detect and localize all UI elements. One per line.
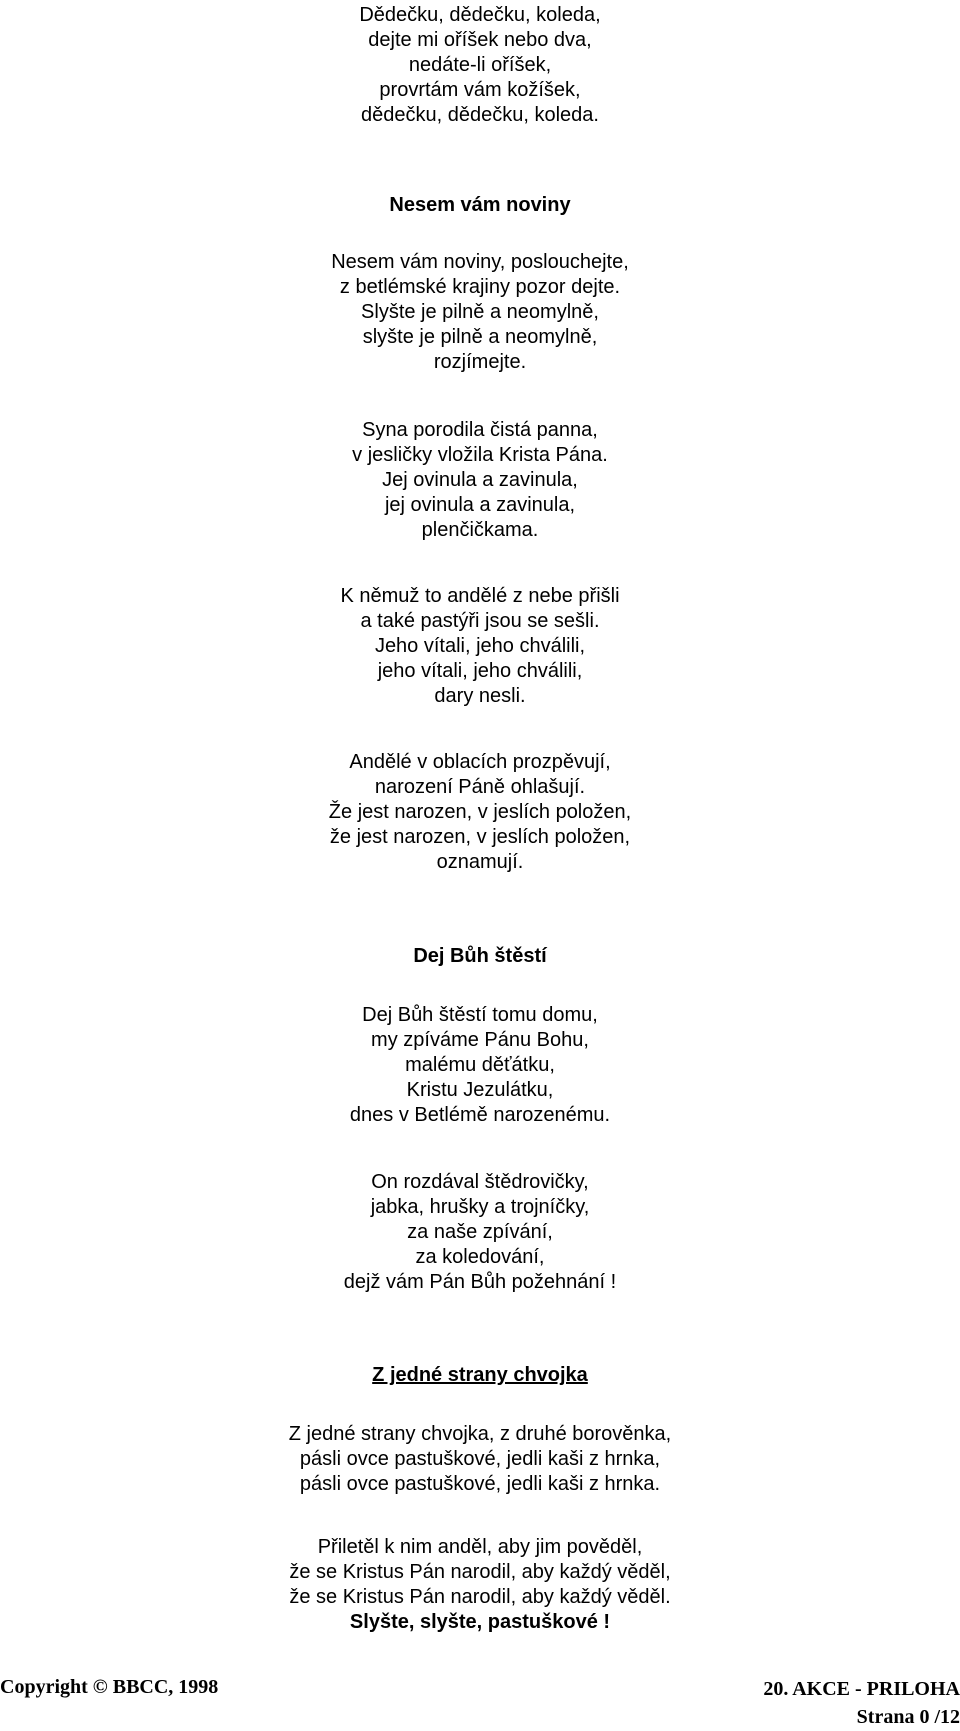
song-2-stanza-2 xyxy=(180,418,780,543)
lyric-line: dary nesli. xyxy=(434,685,526,707)
lyric-line: v jesličky vložila Krista Pána. xyxy=(352,444,608,466)
lyric-line: a také pastýři jsou se sešli. xyxy=(360,610,600,632)
closing-line: Slyšte, slyšte, pastuškové ! xyxy=(349,1611,611,1633)
song-3-stanza-1 xyxy=(180,1003,780,1128)
song-4-stanza-2 xyxy=(180,1535,780,1635)
song-1-stanza-1 xyxy=(180,3,780,128)
lyric-line: rozjímejte. xyxy=(433,351,527,373)
lyric-line: dědečku, dědečku, koleda. xyxy=(361,104,599,126)
lyric-line: narození Páně ohlašují. xyxy=(374,776,586,798)
lyric-line: Přiletěl k nim anděl, aby jim pověděl, xyxy=(317,1536,643,1558)
lyric-line: nedáte-li oříšek, xyxy=(408,54,552,76)
lyric-line: provrtám vám kožíšek, xyxy=(379,79,581,101)
lyric-line: malému děťátku, xyxy=(405,1054,555,1076)
lyric-line: dejte mi oříšek nebo dva, xyxy=(368,29,592,51)
song-title-dej-buh-stesti: Dej Bůh štěstí xyxy=(413,945,547,967)
song-3-stanza-2 xyxy=(180,1170,780,1295)
lyric-line: z betlémské krajiny pozor dejte. xyxy=(339,276,621,298)
lyric-line: jeho vítali, jeho chválili, xyxy=(377,660,583,682)
song-2-stanza-1 xyxy=(180,250,780,375)
song-4-stanza-1 xyxy=(180,1422,780,1497)
lyric-line: dnes v Betlémě narozenému. xyxy=(349,1104,611,1126)
lyric-line: my zpíváme Pánu Bohu, xyxy=(371,1029,589,1051)
lyric-line: Nesem vám noviny, poslouchejte, xyxy=(331,251,629,273)
lyric-line: On rozdával štědrovičky, xyxy=(371,1171,589,1193)
lyric-line: Syna porodila čistá panna, xyxy=(362,419,598,441)
lyric-line: pásli ovce pastuškové, jedli kaši z hrnka. xyxy=(299,1473,661,1495)
lyric-line: za koledování, xyxy=(415,1246,545,1268)
lyric-line: jabka, hrušky a trojníčky, xyxy=(370,1196,590,1218)
lyric-line: za naše zpívání, xyxy=(407,1221,553,1243)
lyric-line: Slyšte je pilně a neomylně, xyxy=(361,301,599,323)
lyric-line: Jej ovinula a zavinula, xyxy=(382,469,578,491)
lyric-line: že se Kristus Pán narodil, aby každý věděl, xyxy=(289,1561,671,1583)
footer-page-number: Strana 0 /12 xyxy=(856,1706,960,1728)
lyric-line: plenčičkama. xyxy=(421,519,539,541)
lyric-line: jej ovinula a zavinula, xyxy=(384,494,576,516)
lyric-line: pásli ovce pastuškové, jedli kaši z hrnka, xyxy=(299,1448,661,1470)
song-title-z-jedne-strany-chvojka: Z jedné strany chvojka xyxy=(372,1364,588,1386)
lyric-line: Kristu Jezulátku, xyxy=(406,1079,554,1101)
lyric-line: že jest narozen, v jeslích položen, xyxy=(329,826,631,848)
footer-right-block xyxy=(660,1675,960,1731)
lyric-line: oznamují. xyxy=(436,851,524,873)
song-title-nesem-vam-noviny: Nesem vám noviny xyxy=(389,194,571,216)
footer-copyright: Copyright © BBCC, 1998 xyxy=(0,1676,219,1698)
lyric-line: Andělé v oblacích prozpěvují, xyxy=(349,751,611,773)
lyric-line: že se Kristus Pán narodil, aby každý věděl. xyxy=(289,1586,671,1608)
lyric-line: Dej Bůh štěstí tomu domu, xyxy=(362,1004,598,1026)
lyric-line: Dědečku, dědečku, koleda, xyxy=(359,4,601,26)
lyric-line: dejž vám Pán Bůh požehnání ! xyxy=(343,1271,617,1293)
lyric-line: slyšte je pilně a neomylně, xyxy=(362,326,598,348)
lyric-line: Jeho vítali, jeho chválili, xyxy=(374,635,586,657)
lyric-line: Že jest narozen, v jeslích položen, xyxy=(328,801,632,823)
song-2-stanza-4 xyxy=(180,750,780,875)
song-2-stanza-3 xyxy=(180,584,780,709)
lyric-line: Z jedné strany chvojka, z druhé borověnka, xyxy=(288,1423,672,1445)
lyric-line: K němuž to andělé z nebe přišli xyxy=(340,585,620,607)
footer-event: 20. AKCE - PRILOHA xyxy=(763,1678,960,1700)
